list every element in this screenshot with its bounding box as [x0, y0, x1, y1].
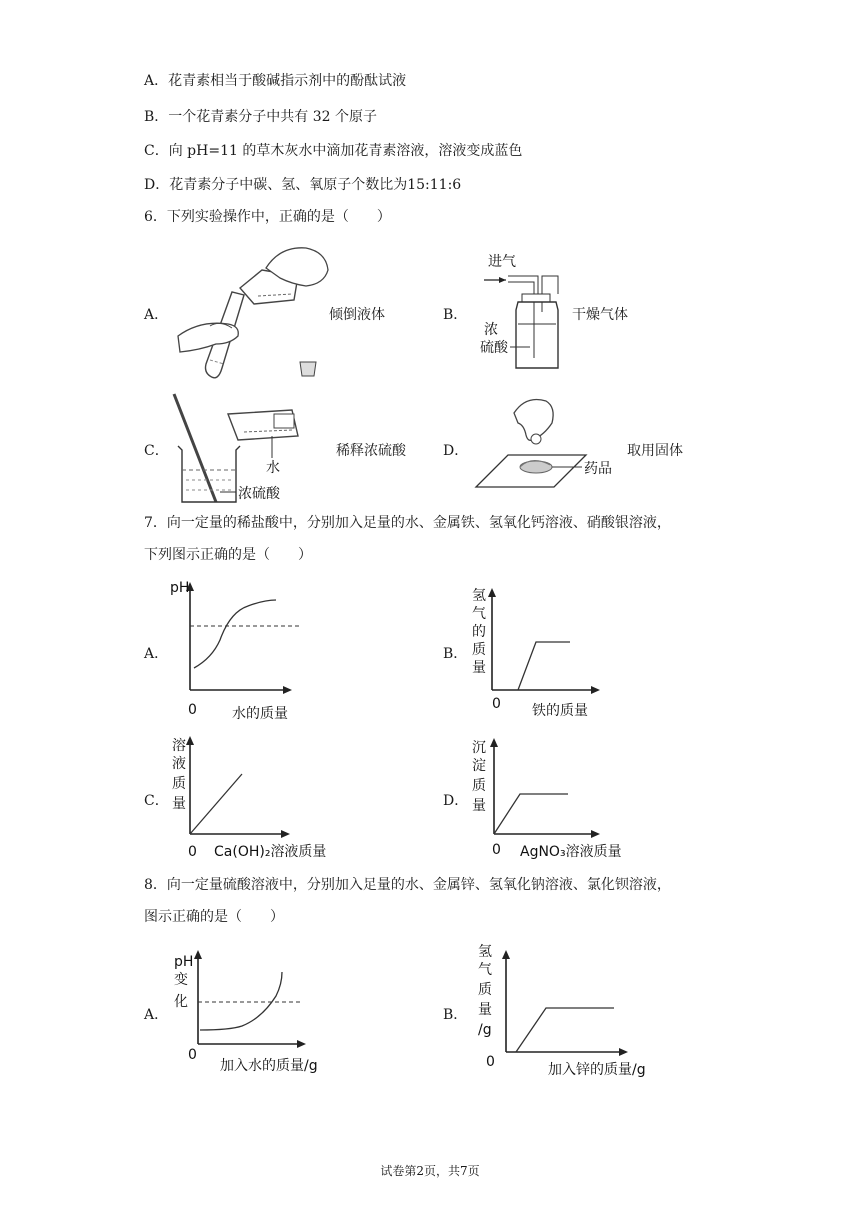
q6-option-d-letter: D． [443, 443, 469, 459]
q5-option-b [144, 108, 377, 126]
page-footer: 试卷第2页，共7页 [380, 1164, 480, 1178]
y-axis-label-2: 变 [174, 972, 188, 988]
x-axis-label: Ca(OH)₂溶液质量 [214, 844, 327, 860]
y-axis-label: pH [170, 580, 190, 596]
diluting-acid-illustration [172, 392, 322, 504]
y-axis-label-2: 淀 [472, 758, 486, 774]
q7-graph-a-letter: A． [144, 646, 169, 662]
q5-option-c [144, 142, 522, 160]
q6-option-a-caption: 倾倒液体 [329, 307, 385, 323]
q8-stem-line2: 图示正确的是（ ） [144, 909, 284, 925]
q7-graph-a [168, 574, 348, 724]
y-axis-label-4: 量 [172, 796, 186, 812]
y-axis-label-1: pH [174, 954, 194, 970]
option-text: 花青素分子中碳、氢、氧原子个数比为15:11:6 [169, 177, 462, 193]
q8-graph-a [170, 944, 340, 1076]
y-axis-label-3: 的 [472, 624, 486, 640]
q7-graph-b-letter: B． [443, 646, 468, 662]
y-axis-label-3: 质 [472, 778, 486, 794]
water-label: 水 [266, 460, 280, 476]
y-axis-label-4: 量 [478, 1002, 492, 1018]
y-axis-label-4: 质 [472, 642, 486, 658]
bottle-label-acid: 硫酸 [480, 340, 508, 356]
option-letter: C． [144, 143, 169, 159]
q5-option-a [144, 72, 406, 90]
q7-graph-c-letter: C． [144, 793, 169, 809]
q7-stem-line1: 7．向一定量的稀盐酸中，分别加入足量的水、金属铁、氢氧化钙溶液、硝酸银溶液， [144, 515, 671, 531]
origin-label: 0 [486, 1054, 495, 1070]
q7-graph-b [470, 578, 660, 723]
y-axis-label-5: /g [478, 1022, 492, 1038]
bottle-label-conc: 浓 [484, 322, 498, 338]
option-letter: B． [144, 109, 169, 125]
x-axis-label: 加入锌的质量/g [548, 1062, 646, 1078]
q6-option-b-letter: B． [443, 307, 468, 323]
pouring-liquid-illustration [170, 240, 330, 385]
origin-label: 0 [188, 702, 197, 718]
y-axis-label-5: 量 [472, 660, 486, 676]
origin-label: 0 [492, 696, 501, 712]
option-letter: A． [144, 73, 169, 89]
q6-option-a-letter: A． [144, 307, 169, 323]
reagent-label: 药品 [584, 461, 612, 477]
q7-stem-line2: 下列图示正确的是（ ） [144, 547, 312, 563]
q6-option-b-caption: 干燥气体 [572, 307, 628, 323]
x-axis-label: AgNO₃溶液质量 [520, 844, 622, 860]
x-axis-label: 铁的质量 [532, 703, 588, 719]
y-axis-label-3: 化 [174, 994, 188, 1010]
option-text: 向 pH=11 的草木灰水中滴加花青素溶液，溶液变成蓝色 [168, 143, 523, 159]
y-axis-label-3: 质 [172, 776, 186, 792]
y-axis-label-2: 气 [472, 606, 486, 622]
q8-graph-b [470, 938, 670, 1080]
q6-option-d-caption: 取用固体 [627, 443, 683, 459]
q8-stem-line1: 8．向一定量硫酸溶液中，分别加入足量的水、金属锌、氢氧化钠溶液、氯化钡溶液， [144, 877, 671, 893]
q7-graph-c [168, 728, 348, 866]
q7-graph-d [470, 730, 660, 866]
origin-label: 0 [492, 842, 501, 858]
x-axis-label: 加入水的质量/g [220, 1058, 318, 1074]
q6-option-c-letter: C． [144, 443, 169, 459]
option-letter: D． [144, 177, 170, 193]
q8-graph-a-letter: A． [144, 1007, 169, 1023]
y-axis-label-1: 氢 [472, 588, 486, 604]
origin-label: 0 [188, 1047, 197, 1063]
option-text: 花青素相当于酸碱指示剂中的酚酞试液 [168, 73, 407, 89]
conc-acid-label: 浓硫酸 [238, 486, 280, 502]
q5-option-d [144, 176, 461, 194]
q6-stem: 6．下列实验操作中，正确的是（ ） [144, 209, 391, 225]
q7-graph-d-letter: D． [443, 793, 469, 809]
y-axis-label-3: 质 [478, 982, 492, 998]
q6-option-c-caption: 稀释浓硫酸 [336, 443, 406, 459]
y-axis-label-1: 氢 [478, 944, 492, 960]
gas-inlet-label: 进气 [488, 254, 516, 270]
option-text: 一个花青素分子中共有 32 个原子 [168, 109, 378, 125]
y-axis-label-2: 液 [172, 756, 186, 772]
q8-graph-b-letter: B． [443, 1007, 468, 1023]
x-axis-label: 水的质量 [232, 706, 288, 722]
y-axis-label-4: 量 [472, 798, 486, 814]
taking-solid-illustration [474, 395, 624, 495]
y-axis-label-2: 气 [478, 962, 492, 978]
origin-label: 0 [188, 844, 197, 860]
y-axis-label-1: 沉 [472, 740, 486, 756]
y-axis-label-1: 溶 [172, 738, 186, 754]
